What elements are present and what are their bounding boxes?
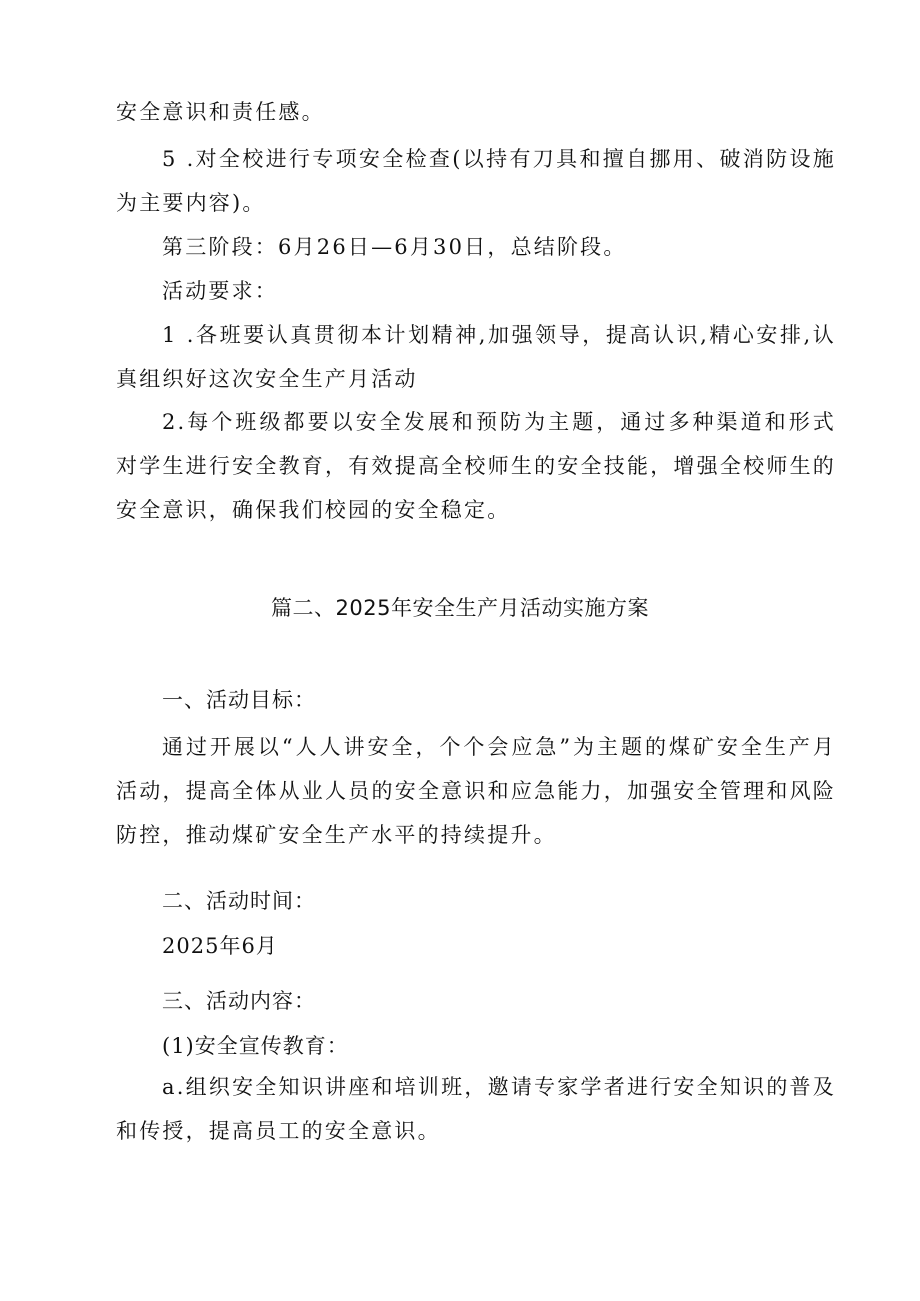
activity-time-value: 2025年6月: [162, 934, 278, 958]
heading-activity-goal: 一、活动目标：: [162, 688, 316, 712]
heading-activity-content: 三、活动内容：: [162, 989, 316, 1013]
heading-activity-time: 二、活动时间：: [162, 889, 316, 913]
paragraph-item-5: 5 .对全校进行专项安全检查(以持有刀具和擅自挪用、破消防设施为主要内容)。: [116, 147, 836, 215]
paragraph-requirements-label: 活动要求：: [162, 279, 278, 303]
paragraph-continuation: 安全意识和责任感。: [116, 100, 325, 124]
paragraph-item-a: a.组织安全知识讲座和培训班，邀请专家学者进行安全知识的普及和传授，提高员工的安全意识。: [116, 1075, 836, 1143]
paragraph-stage-three: 第三阶段：6月26日—6月30日，总结阶段。: [162, 235, 627, 259]
section-title: 篇二、2025年安全生产月活动实施方案: [271, 596, 649, 620]
paragraph-requirement-2: 2.每个班级都要以安全发展和预防为主题，通过多种渠道和形式对学生进行安全教育，有效提高全校师生的安全技能，增强全校师生的安全意识，确保我们校园的安全稳定。: [116, 410, 836, 522]
subheading-safety-education: (1)安全宣传教育：: [162, 1034, 349, 1058]
paragraph-goal: 通过开展以“人人讲安全，个个会应急”为主题的煤矿安全生产月活动，提高全体从业人员的安全意识和应急能力，加强安全管理和风险防控，推动煤矿安全生产水平的持续提升。: [116, 735, 836, 847]
paragraph-requirement-1: 1 .各班要认真贯彻本计划精神,加强领导，提高认识,精心安排,认真组织好这次安全生产月活动: [116, 323, 836, 391]
